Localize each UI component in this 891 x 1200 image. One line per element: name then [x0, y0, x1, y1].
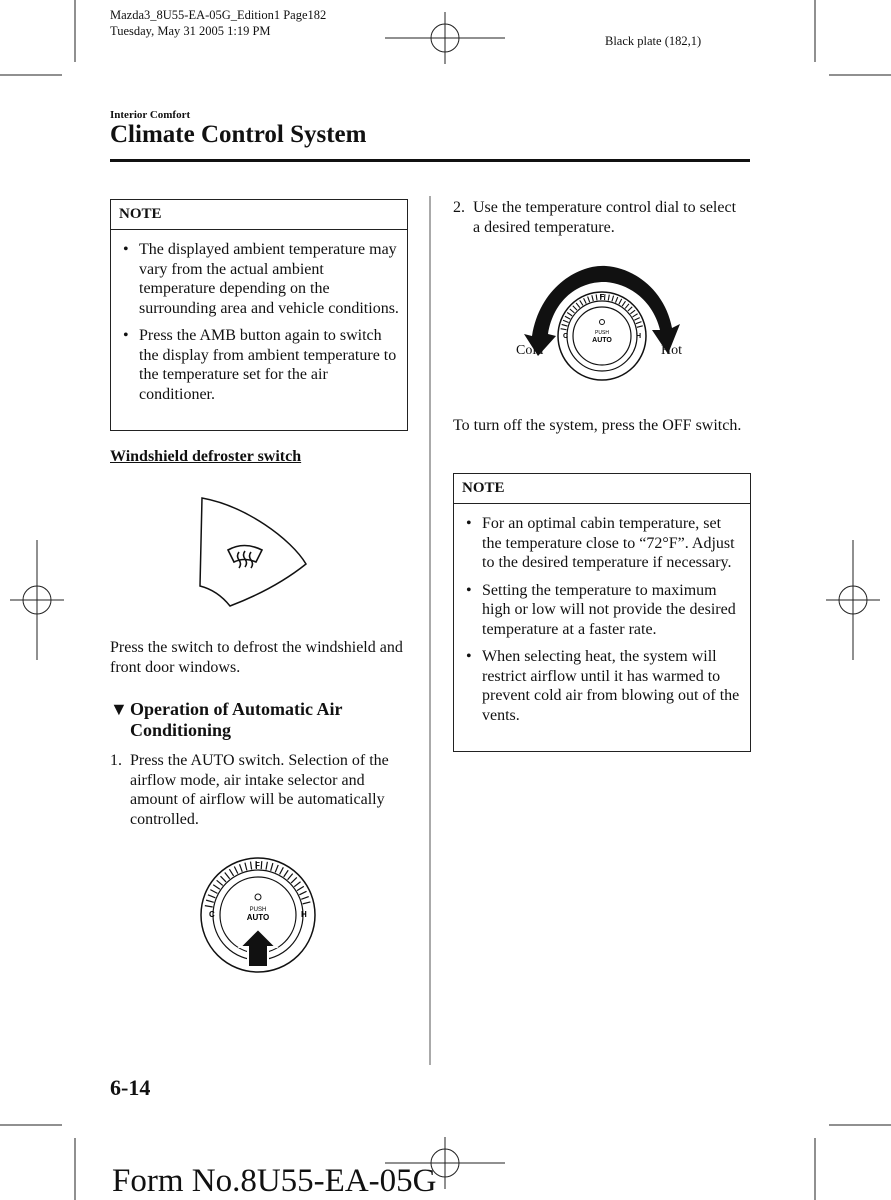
off-text: To turn off the system, press the OFF switch. — [453, 417, 742, 434]
step-item — [110, 751, 400, 829]
note-list — [111, 230, 407, 418]
note-box-left — [110, 199, 408, 431]
operation-heading-text: Operation of Automatic Air Conditioning — [130, 699, 343, 740]
dial-auto-label: AUTO — [592, 337, 612, 344]
hot-label: Hot — [661, 343, 682, 358]
print-header-line2: Tuesday, May 31 2005 1:19 PM — [110, 24, 271, 38]
operation-heading — [110, 699, 410, 741]
dial-letter-f: F — [255, 861, 260, 870]
defroster-heading: Windshield defroster switch — [110, 448, 302, 465]
step-text: Use the temperature control dial to select a desired temperature. — [473, 199, 737, 236]
registration-mark-right — [826, 540, 880, 660]
registration-mark-left — [10, 540, 64, 660]
step-text: Press the AUTO switch. Selection of the airflow mode, air intake selector and amount of airflow will be automatically controlled. — [130, 752, 389, 828]
defroster-text: Press the switch to defrost the windshield and front door windows. — [110, 639, 403, 676]
temperature-dial-illustration — [510, 256, 690, 386]
form-number: Form No.8U55-EA-05G — [112, 1163, 437, 1199]
dial-letter-f: F — [600, 294, 605, 301]
note-item: • Press the AMB button again to switch the display from ambient temperature to the temperature set for the air conditioner. — [139, 326, 399, 404]
steps-list-left — [110, 751, 400, 829]
dial-tick — [261, 861, 262, 869]
note-item: • Setting the temperature to maximum high or low will not provide the desired temperature at a faster rate. — [482, 581, 742, 640]
step-item — [453, 198, 743, 237]
auto-dial-illustration — [198, 855, 318, 977]
step-number: 2. — [453, 199, 465, 216]
note-heading: NOTE — [111, 200, 407, 230]
page-title: Climate Control System — [110, 121, 367, 148]
cold-label: Cold — [516, 343, 544, 358]
print-header-line1: Mazda3_8U55-EA-05G_Edition1 Page182 — [110, 8, 327, 22]
plate-label: Black plate (182,1) — [605, 34, 702, 48]
triangle-marker-icon: ▼ — [110, 699, 128, 719]
step-number: 1. — [110, 752, 122, 769]
dial-auto-label: AUTO — [246, 913, 270, 922]
dial-letter-h: H — [301, 910, 307, 919]
note-item: • The displayed ambient temperature may vary from the actual ambient temperature depending on the surrounding area and vehicle conditions. — [139, 240, 399, 318]
note-item: • When selecting heat, the system will restrict airflow until it has warmed to prevent cold air from blowing out of the vents. — [482, 647, 742, 725]
dial-push-label: PUSH — [595, 330, 609, 336]
dial-letter-c: C — [563, 333, 569, 340]
note-list — [454, 504, 750, 739]
steps-list-right — [453, 198, 743, 237]
dial-letter-h: H — [636, 333, 642, 340]
title-rule — [110, 159, 750, 162]
page-number: 6-14 — [110, 1075, 151, 1100]
registration-mark-top — [385, 12, 505, 64]
dial-push-label: PUSH — [249, 907, 267, 913]
note-heading: NOTE — [454, 474, 750, 504]
note-item: • For an optimal cabin temperature, set the temperature close to “72°F”. Adjust to the desired temperature if necessary. — [482, 514, 742, 573]
note-box-right — [453, 473, 751, 752]
section-label: Interior Comfort — [110, 109, 191, 121]
print-header — [110, 7, 326, 39]
dial-letter-c: C — [209, 910, 215, 919]
defroster-switch-illustration — [196, 494, 316, 610]
